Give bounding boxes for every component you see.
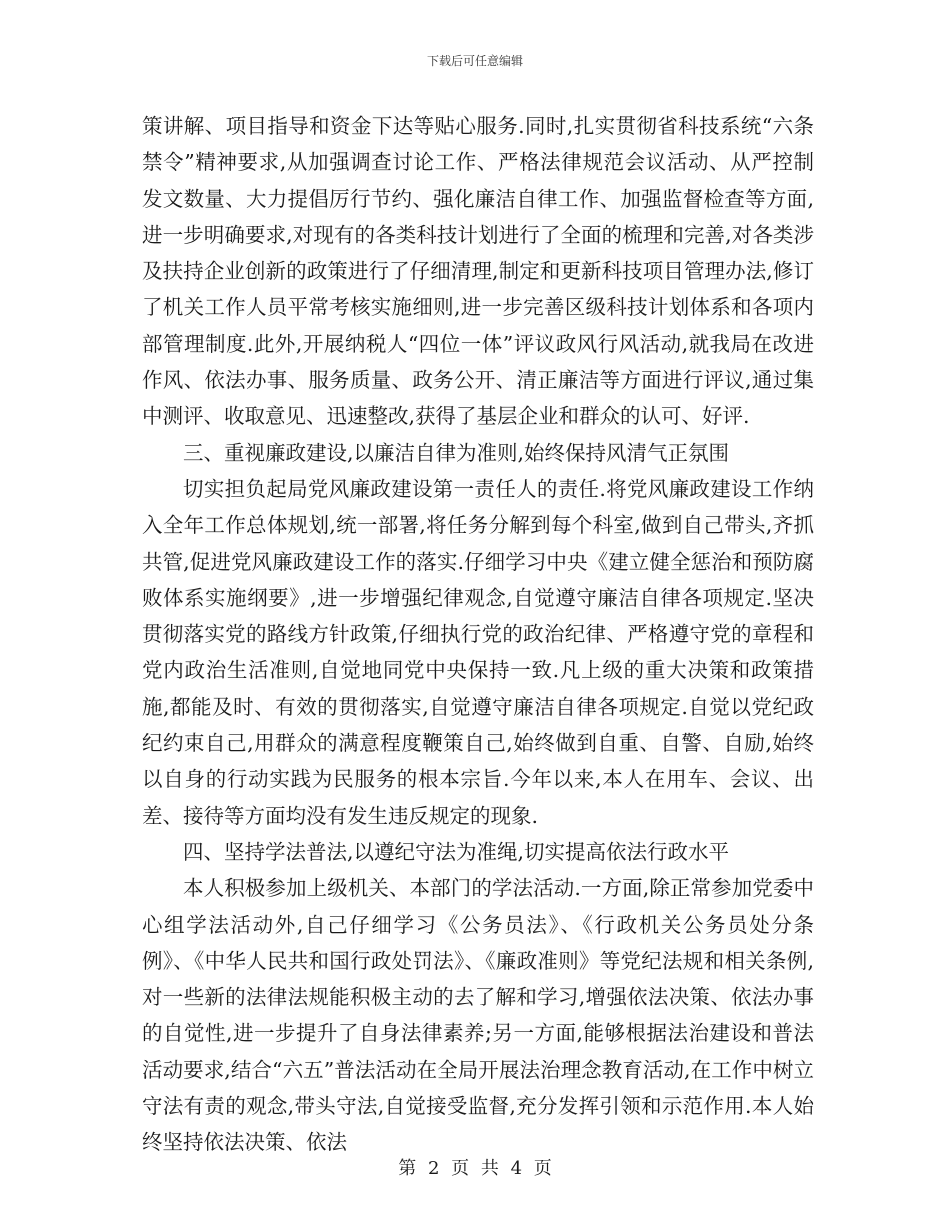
document-body — [142, 108, 814, 1161]
section-heading-3: 三、重视廉政建设,以廉洁自律为准则,始终保持风清气正氛围 — [183, 440, 730, 465]
paragraph-section-4: 本人积极参加上级机关、本部门的学法活动.一方面,除正常参加党委中心组学法活动外,自己仔细学习《公务员法》、《行政机关公务员处分条例》、《中华人民共和国行政处罚法》、《廉政准则》等党纪法规和相关条例,对一些新的法律法规能积极主动的去了解和学习,增强依法决策、依法办事的自觉性,进一步提升了自身法律素养;另一方面,能够根据法治建设和普法活动要求,结合“六五”普法活动在全局开展法治理念教育活动,在工作中树立守法有责的观念,带头守法,自觉接受监督,充分发挥引领和示范作用.本人始终坚持依法决策、依法 — [142, 876, 814, 1155]
section-heading-4: 四、坚持学法普法,以遵纪守法为准绳,切实提高依法行政水平 — [183, 839, 730, 864]
page-header: 下载后可任意编辑 — [426, 54, 523, 68]
paragraph-continued: 策讲解、项目指导和资金下达等贴心服务.同时,扎实贯彻省科技系统“六条禁令”精神要求,从加强调查讨论工作、严格法律规范会议活动、从严控制发文数量、大力提倡厉行节约、强化廉洁自律工作、加强监督检查等方面,进一步明确要求,对现有的各类科技计划进行了全面的梳理和完善,对各类涉及扶持企业创新的政策进行了仔细清理,制定和更新科技项目管理办法,修订了机关工作人员平常考核实施细则,进一步完善区级科技计划体系和各项内部管理制度.此外,开展纳税人“四位一体”评议政风行风活动,就我局在改进作风、依法办事、服务质量、政务公开、清正廉洁等方面进行评议,通过集中测评、收取意见、迅速整改,获得了基层企业和群众的认可、好评. — [142, 114, 814, 429]
paragraph-section-3: 切实担负起局党风廉政建设第一责任人的责任.将党风廉政建设工作纳入全年工作总体规划,统一部署,将任务分解到每个科室,做到自己带头,齐抓共管,促进党风廉政建设工作的落实.仔细学习中央《建立健全惩治和预防腐败体系实施纲要》,进一步增强纪律观念,自觉遵守廉洁自律各项规定.坚决贯彻落实党的路线方针政策,仔细执行党的政治纪律、严格遵守党的章程和党内政治生活准则,自觉地同党中央保持一致.凡上级的重大决策和政策措施,都能及时、有效的贯彻落实,自觉遵守廉洁自律各项规定.自觉以党纪政纪约束自己,用群众的满意程度鞭策自己,始终做到自重、自警、自励,始终以自身的行动实践为民服务的根本宗旨.今年以来,本人在用车、会议、出差、接待等方面均没有发生违反规定的现象. — [142, 476, 814, 828]
page-number-footer: 第 2 页 共 4 页 — [398, 1158, 552, 1179]
